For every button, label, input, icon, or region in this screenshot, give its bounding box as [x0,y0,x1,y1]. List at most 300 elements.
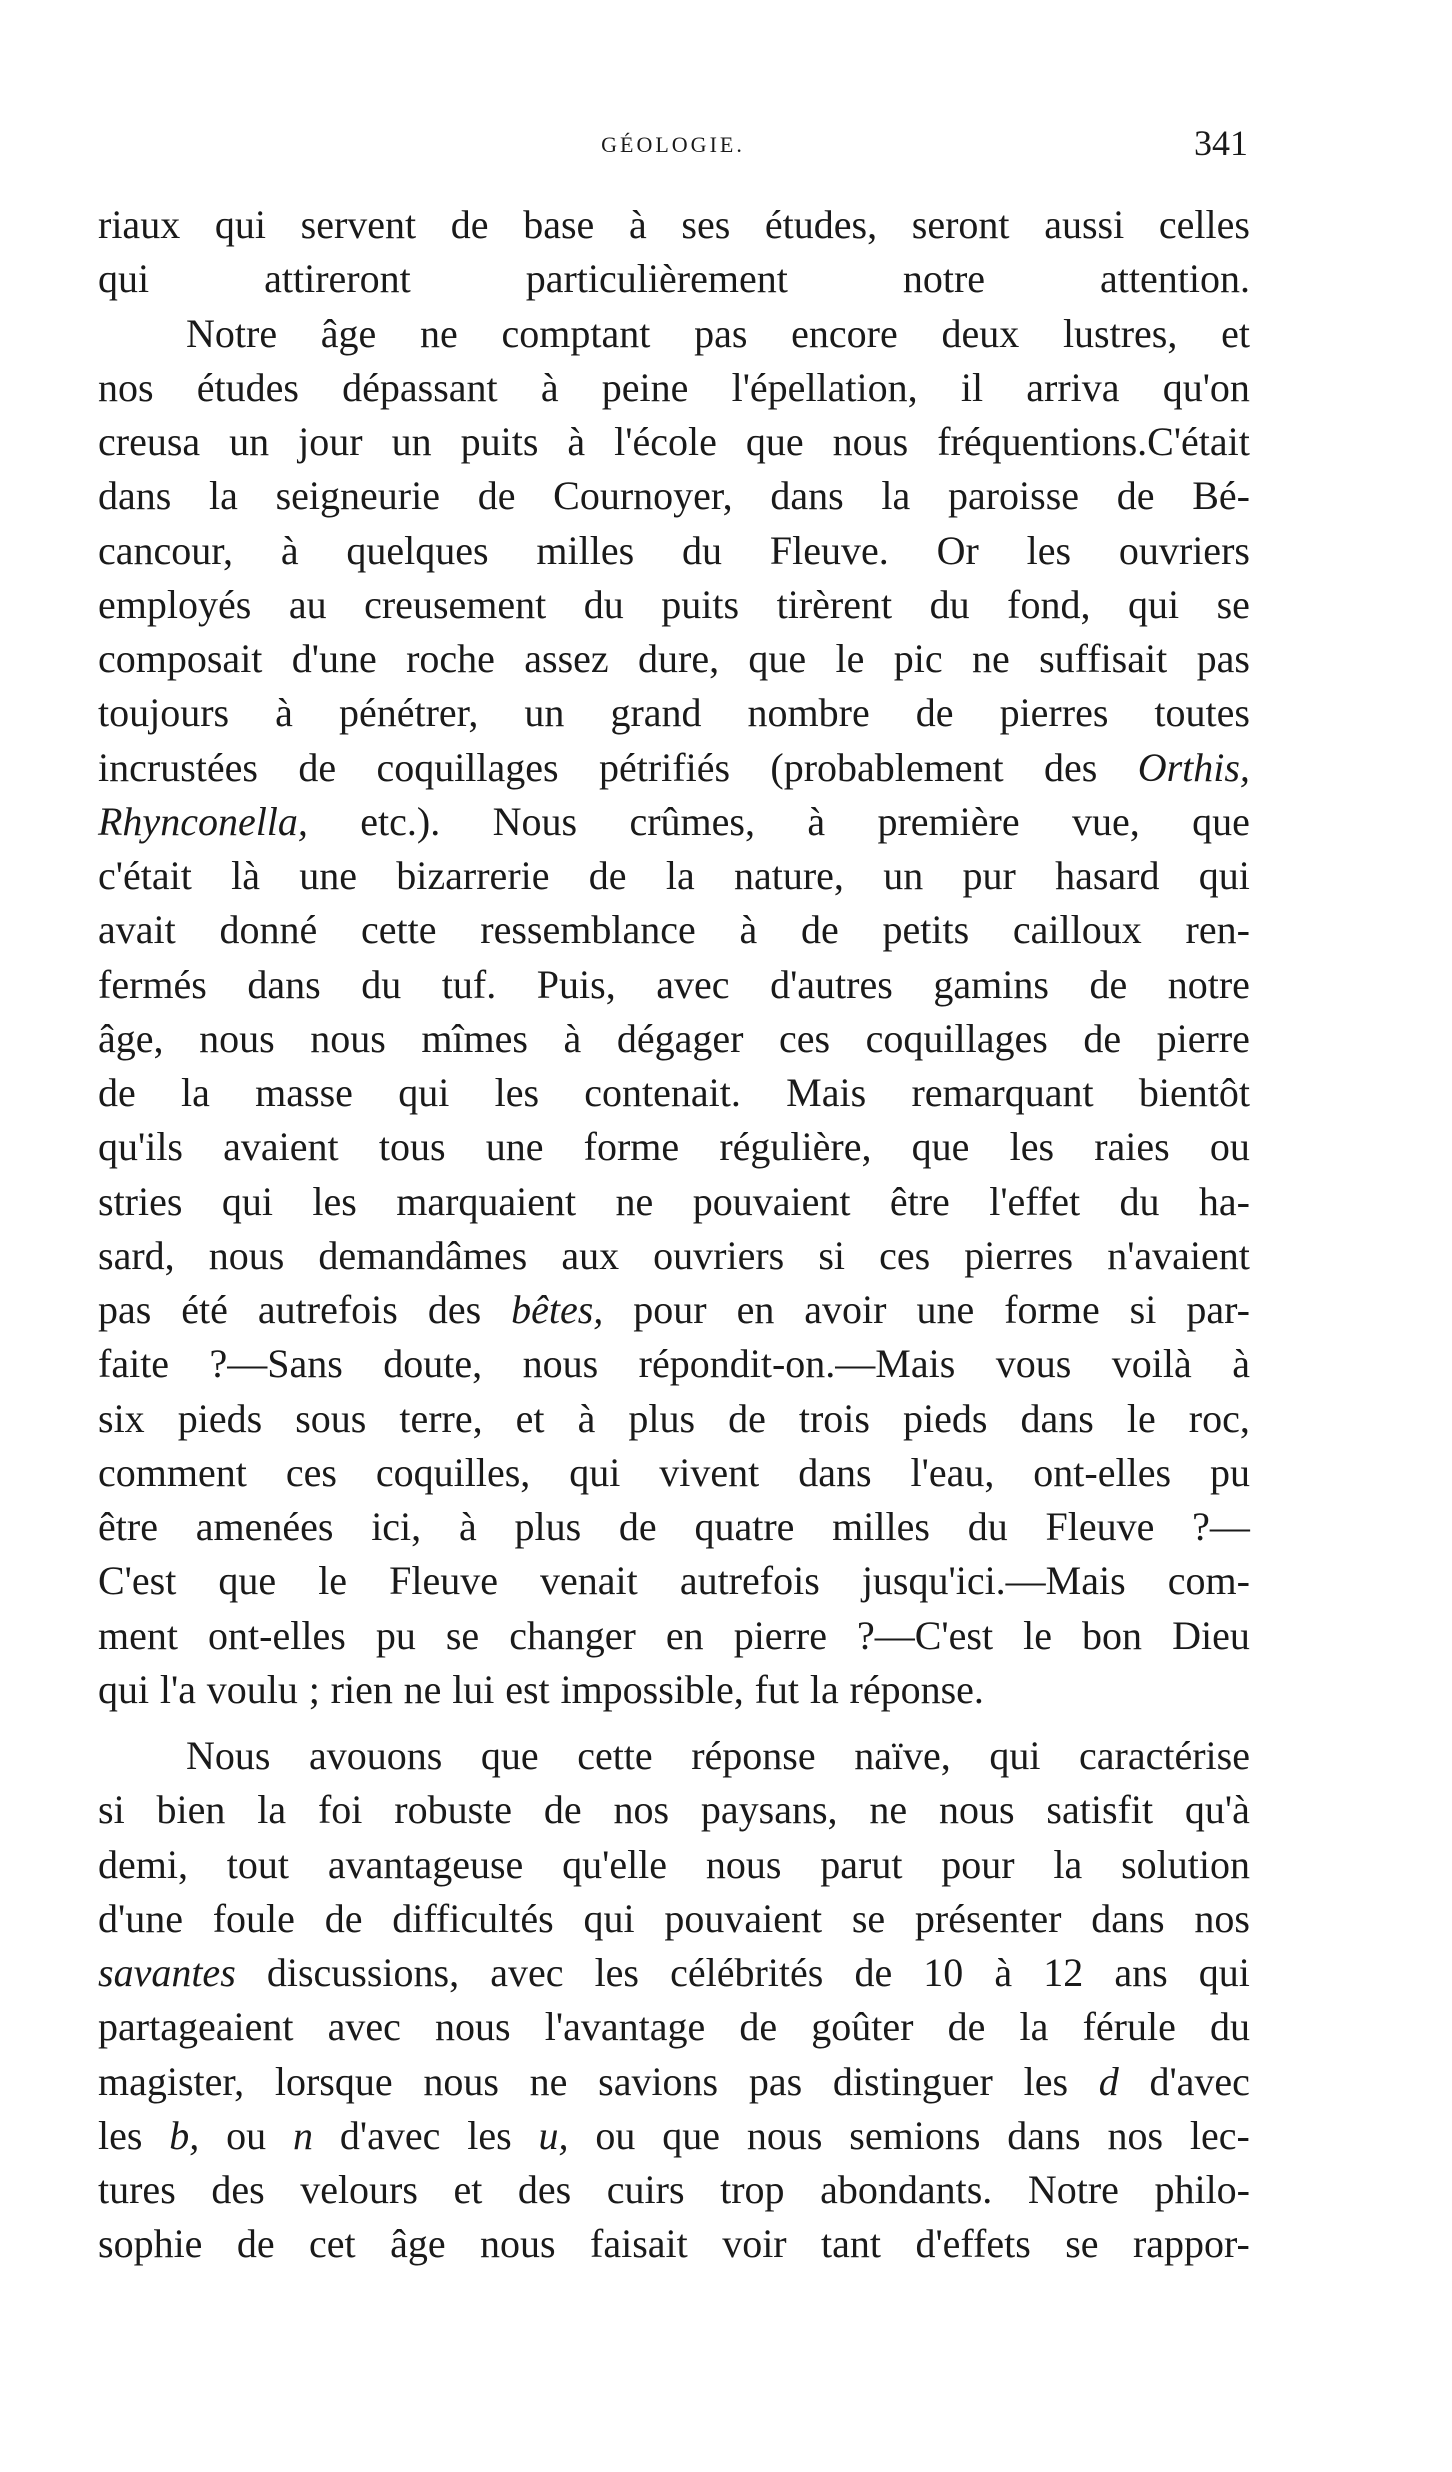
word: qui [1198,1950,1250,1995]
text-line [98,1446,1250,1500]
word: faite [98,1341,170,1387]
word: les [1009,1124,1055,1170]
word: que [748,636,807,681]
word: pour [941,1841,1015,1887]
word: ne [529,2058,568,2104]
word: se [851,1895,886,1941]
text-line [98,578,1250,632]
word: qui [98,1666,150,1712]
word: à [807,798,826,844]
word: si [818,1232,846,1278]
word: le [835,636,865,681]
word: aussi [1044,202,1125,247]
word: l'effet [989,1178,1081,1224]
word: du [929,581,970,627]
word: hasard [1055,853,1160,898]
word: pénétrer, [338,690,479,736]
word: vous [995,1341,1072,1387]
word: ces [285,1449,337,1495]
text-line [98,524,1250,578]
word: tous [378,1124,446,1170]
word: suffisait [1039,636,1168,681]
word: peine [601,364,689,410]
word: de [477,473,516,519]
word: Mais [786,1070,867,1115]
word: coquilles, [375,1449,531,1495]
text-line [98,2109,1250,2163]
word: ou [1209,1124,1250,1170]
word: les [1026,527,1072,573]
word: cette [577,1733,653,1778]
word: pouvaient [692,1178,851,1224]
text-line [98,1066,1250,1120]
word: bêtes, [511,1287,604,1332]
word: nos [1194,1895,1250,1941]
word: les [98,2112,143,2158]
word: lec- [1189,2112,1250,2158]
word: des [427,1287,482,1332]
word: philo- [1154,2167,1250,2212]
word: à [458,1504,477,1549]
word: que [218,1558,277,1604]
word: particulièrement [525,256,788,302]
word: se [1065,2221,1099,2267]
word: tirèrent [776,581,893,627]
word: jour [298,419,363,464]
word: velours [300,2167,418,2212]
word: la [209,473,238,519]
word: assez [524,636,609,681]
word: être [889,1178,950,1224]
word: qui [214,202,266,247]
word: naïve, [854,1733,951,1778]
word: nous [522,1341,599,1387]
word: ne [615,1178,654,1224]
word: ment [98,1612,178,1658]
word: Dieu [1172,1612,1250,1658]
word: du [1210,2004,1250,2050]
word: autrefois [257,1287,398,1332]
word: foi [317,1787,363,1833]
word: rappor- [1132,2221,1250,2267]
word: d'autres [770,961,893,1007]
word: qui [398,1070,450,1115]
word: l'école [614,419,717,464]
word: c'était [98,853,192,898]
word: et [453,2167,483,2212]
word: tout [226,1841,290,1887]
word: milles [832,1504,930,1549]
word: qu'on [1162,364,1250,410]
word: à [739,907,758,953]
word: la [257,1787,287,1833]
word: coquillages [865,1015,1048,1061]
word: lustres, [1062,310,1178,356]
word: âge [320,310,377,356]
word: discussions, [266,1950,460,1995]
word: âge [390,2221,446,2267]
word: changer [509,1612,636,1658]
word: avaient [223,1124,339,1170]
word: faisait [590,2221,688,2267]
word: dans [1091,1895,1165,1941]
word: servent [300,202,417,247]
word: petits [882,907,970,953]
word: b, [169,2112,200,2158]
word: nous [199,1015,275,1061]
text-line [98,469,1250,523]
word: qui [98,256,150,302]
word: études [196,364,299,410]
word: marquaient [396,1178,577,1224]
word: dans [98,473,172,519]
word: de [1116,473,1155,519]
text-line [98,1554,1250,1608]
word: nature, [733,853,844,898]
text-line [98,1783,1250,1837]
word: fond, [1007,581,1091,627]
word: donné [219,907,318,953]
word: dans [1007,2112,1081,2158]
word: trop [720,2167,785,2212]
word: 12 [1043,1950,1084,1995]
word: de [728,1395,766,1441]
word: d [1098,2058,1119,2104]
word: satisfit [1046,1787,1154,1833]
word: être [98,1504,158,1549]
word: n [293,2112,314,2158]
word: pierres [999,690,1109,736]
word: la [665,853,695,898]
text-line [98,1892,1250,1946]
word: 10 [923,1950,964,1995]
text-line [98,1663,1250,1717]
word: de [450,202,489,247]
word: de [739,2004,778,2050]
word: magister, [98,2058,245,2104]
word: difficultés [392,1895,554,1941]
word: ans [1114,1950,1168,1995]
word: de [98,1070,136,1115]
text-line [98,1229,1250,1283]
text-line [98,1337,1250,1391]
word: dure, [638,636,720,681]
word: réponse. [849,1666,984,1712]
text-line [98,795,1250,849]
word: avantageuse [327,1841,524,1887]
word: si [98,1787,125,1833]
word: pouvaient [664,1895,823,1941]
word: cancour, [98,527,233,573]
word: com- [1167,1558,1250,1604]
word: pierre [1156,1015,1250,1061]
word: le [1126,1395,1156,1441]
word: à [577,1395,596,1441]
text-line [98,252,1250,306]
word: à [540,364,559,410]
word: attention. [1100,256,1250,302]
word: de [800,907,839,953]
text-line [98,1946,1250,2000]
word: crûmes, [629,798,755,844]
word: ouvriers [653,1232,785,1278]
word: pierres [964,1232,1074,1278]
word: Orthis, [1137,744,1250,790]
text-line [98,1175,1250,1229]
word: l'avantage [544,2004,706,2050]
word: à [1232,1341,1250,1387]
word: (probablement [770,744,1004,790]
word: pas [694,310,748,356]
word: la [881,473,911,519]
word: cuirs [606,2167,685,2212]
text-line [98,198,1250,252]
word: avoir [804,1287,887,1332]
word: lui [452,1666,495,1712]
word: savions [598,2058,719,2104]
text-line [98,1012,1250,1066]
word: dépassant [342,364,498,410]
word: sard, [98,1232,175,1278]
word: vivent [659,1449,760,1495]
word: roc, [1188,1395,1250,1441]
word: des [211,2167,265,2212]
word: qui [583,1895,635,1941]
word: nous [423,2058,499,2104]
word: cailloux [1012,907,1142,953]
word: contenait. [584,1070,741,1115]
word: ont-elles [1033,1449,1172,1495]
word: d'une [98,1895,183,1941]
body-text [98,198,1250,2272]
word: ne [971,636,1010,681]
word: trois [798,1395,870,1441]
word: creusement [364,581,547,627]
word: employés [98,581,252,627]
word: ouvriers [1118,527,1250,573]
word: distinguer [832,2058,993,2104]
word: ces [879,1232,931,1278]
word: qu'elle [562,1841,668,1887]
text-line [98,1729,1250,1783]
word: avec [327,2004,401,2050]
word: plus [628,1395,696,1441]
word: en [665,1612,704,1658]
word: nous [208,1232,285,1278]
word: doute, [383,1341,483,1387]
text-line [98,361,1250,415]
word: seigneurie [275,473,440,519]
word: etc.). [360,798,441,844]
word: Nous [186,1733,271,1778]
word: de [543,1787,582,1833]
word: d'avec [1149,2058,1250,2104]
word: sous [295,1395,367,1441]
word: n'avaient [1107,1232,1250,1278]
word: études, [764,202,878,247]
word: se [445,1612,480,1658]
word: qui [1198,853,1250,898]
running-title: GÉOLOGIE. [601,132,745,157]
word: sophie [98,2221,203,2267]
word: du [682,527,723,573]
word: au [288,581,327,627]
word: bien [156,1787,226,1833]
word: dans [247,961,321,1007]
word: un [524,690,565,736]
word: de [854,1950,893,1995]
word: de [1089,961,1128,1007]
word: abondants. [820,2167,993,2212]
word: cet [309,2221,356,2267]
text-line [98,741,1250,795]
word: il [960,364,984,410]
word: Nous [492,798,578,844]
word: avec [490,1950,564,1995]
word: d'effets [915,2221,1031,2267]
word: que [1192,798,1250,844]
word: creusa [98,419,201,464]
text-line [98,1392,1250,1446]
word: les [312,1178,357,1224]
word: est [505,1666,550,1712]
word: six [98,1395,145,1441]
word: là [231,853,260,898]
word: Or [936,527,979,573]
word: et [1221,310,1250,356]
word: voilà [1111,1341,1192,1387]
word: une [916,1287,975,1332]
word: tuf. [441,961,497,1007]
word: ?— [1192,1504,1250,1549]
word: coquillages [376,744,559,790]
word: nous [746,2112,823,2158]
running-head [98,122,1248,172]
word: ne [869,1787,908,1833]
word: célébrités [670,1950,824,1995]
word: de [588,853,627,898]
word: une [485,1124,544,1170]
word: du [583,581,624,627]
word: venait [540,1558,638,1604]
word: la [1019,2004,1049,2050]
word: forme [1004,1287,1100,1332]
word: nous [480,2221,556,2267]
text-line [98,686,1250,740]
word: roche [406,636,495,681]
word: pic [893,636,943,681]
word: impossible, [560,1666,744,1712]
word: à [628,202,647,247]
word: aux [561,1232,620,1278]
word: lorsque [274,2058,393,2104]
word: vue, [1072,798,1140,844]
word: rien [330,1666,393,1712]
word: encore [791,310,898,356]
word: du [361,961,402,1007]
word: pétrifiés [598,744,731,790]
word: régulière, [719,1124,872,1170]
word: pierre [733,1612,827,1658]
word: qui [221,1178,273,1224]
word: d'une [291,636,377,681]
word: pu [375,1612,416,1658]
word: comment [98,1449,247,1495]
word: que [911,1124,970,1170]
word: pieds [177,1395,263,1441]
word: férule [1082,2004,1176,2050]
word: présenter [914,1895,1062,1941]
word: les [494,1070,540,1115]
word: riaux [98,202,181,247]
word: paysans, [700,1787,838,1833]
word: nous [310,1015,386,1061]
word: celles [1158,202,1250,247]
word: bon [1082,1612,1143,1658]
word: avec [656,961,730,1007]
word: autrefois [679,1558,820,1604]
word: terre, [399,1395,483,1441]
word: arriva [1026,364,1120,410]
word: à [567,419,586,464]
word: u, [538,2112,569,2158]
word: fermés [98,961,207,1007]
word: dans [798,1449,872,1495]
word: mîmes [421,1015,528,1061]
word: milles [536,527,635,573]
word: parut [820,1841,903,1887]
word: remarquant [911,1070,1094,1115]
word: la [809,1666,839,1712]
word: ?—C'est [857,1612,994,1658]
word: des [1044,744,1098,790]
word: ressemblance [480,907,696,953]
word: notre [1167,961,1250,1007]
word: à [280,527,299,573]
word: nous [705,1841,782,1887]
word: partageaient [98,2004,294,2050]
text-line [98,307,1250,361]
word: qui [569,1449,621,1495]
word: à [563,1015,582,1061]
word: que [745,419,804,464]
word: nombre [747,690,870,736]
word: qu'ils [98,1124,183,1170]
word: foule [212,1895,295,1941]
word: semions [849,2112,981,2158]
word: que [480,1733,539,1778]
word: nos [1107,2112,1164,2158]
word: ; [308,1666,320,1712]
text-line [98,632,1250,686]
word: un [229,419,270,464]
word: nous [938,1787,1015,1833]
word: l'a [159,1666,196,1712]
word: Fleuve. [769,527,889,573]
word: avait [98,907,176,953]
word: ou [226,2112,267,2158]
word: se [1216,581,1250,627]
word: un [883,853,924,898]
word: C'est [98,1558,177,1604]
word: puits [661,581,740,627]
word: que [662,2112,720,2158]
text-line [98,1500,1250,1554]
word: nous [832,419,909,464]
word: solution [1121,1841,1250,1887]
word: Bé- [1192,473,1250,519]
word: et [515,1395,545,1441]
